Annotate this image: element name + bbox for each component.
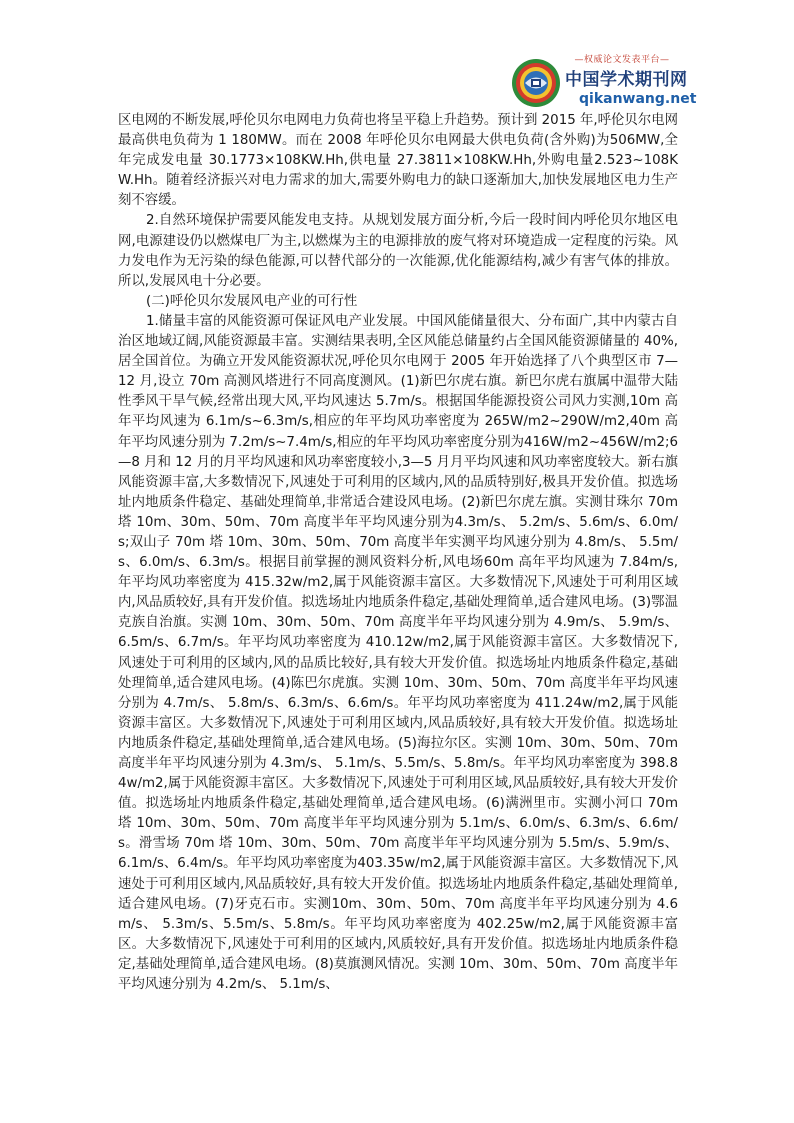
paragraph: 2.自然环境保护需要风能发电支持。从规划发展方面分析,今后一段时间内呼伦贝尔地区电网,电源建设仍以燃煤电厂为主,以燃煤为主的电源排放的废气将对环境造成一定程度的污染。风力发电作为无污染的绿色能源,可以替代部分的一次能源,优化能源结构,减少有害气体的排放。所以,发展风电十分必要。 bbox=[118, 213, 678, 289]
logo-domain: qikanwang.net bbox=[579, 91, 697, 107]
paragraph: 1.储量丰富的风能资源可保证风电产业发展。中国风能储量很大、分布面广,其中内蒙古自治区地域辽阔,风能资源最丰富。实测结果表明,全区风能总储量约占全国风能资源储量的 40%,居全国首位。为确立开发风能资源状况,呼伦贝尔电网于 2005 年开始选择了八个典型区市 7—12 月,设立 70m 高测风塔进行不同高度测风。(1)新巴尔虎右旗。新巴尔虎右旗属中温带大陆性季风干旱气候,经常出现大风,平均风速达 5.7m/s。根据国华能源投资公司风力实测,10m 高年平均风速为 6.1m/s~6.3m/s,相应的年平均风功率密度为 265W/m2~290W/m2,40m 高年平均风速分别为 7.2m/s~7.4m/s,相应的年平均风功率密度分别为416W/m2~456W/m2;6—8 月和 12 月的月平均风速和风功率密度较小,3—5 月月平均风速和风功率密度较大。新右旗风能资源丰富,大多数情况下,风速处于可利用的区域内,风的品质特别好,极具开发价值。拟选场址内地质条件稳定、基础处理简单,非常适合建设风电场。(2)新巴尔虎左旗。实测甘珠尔 70m 塔 10m、30m、50m、70m 高度半年平均风速分别为4.3m/s、 5.2m/s、5.6m/s、6.0m/s;双山子 70m 塔 10m、30m、50m、70m 高度半年实测平均风速分别为 4.8m/s、 5.5m/s、6.0m/s、6.3m/s。根据目前掌握的测风资料分析,风电场60m 高年平均风速为 7.84m/s,年平均风功率密度为 415.32w/m2,属于风能资源丰富区。大多数情况下,风速处于可利用区域内,风品质较好,具有开发价值。拟选场址内地质条件稳定,基础处理简单,适合建风电场。(3)鄂温克族自治旗。实测 10m、30m、50m、70m 高度半年平均风速分别为 4.9m/s、 5.9m/s、6.5m/s、6.7m/s。年平均风功率密度为 410.12w/m2,属于风能资源丰富区。大多数情况下,风速处于可利用的区域内,风的品质比较好,具有较大开发价值。拟选场址内地质条件稳定,基础处理简单,适合建风电场。(4)陈巴尔虎旗。实测 10m、30m、50m、70m 高度半年平均风速分别为 4.7m/s、 5.8m/s、6.3m/s、6.6m/s。年平均风功率密度为 411.24w/m2,属于风能资源丰富区。大多数情况下,风速处于可利用区域内,风品质较好,具有较大开发价值。拟选场址内地质条件稳定,基础处理简单,适合建风电场。(5)海拉尔区。实测 10m、30m、50m、70m 高度半年平均风速分别为 4.3m/s、 5.1m/s、5.5m/s、5.8m/s。年平均风功率密度为 398.84w/m2,属于风能资源丰富区。大多数情况下,风速处于可利用区域,风品质较好,具有较大开发价值。拟选场址内地质条件稳定,基础处理简单,适合建风电场。(6)满洲里市。实测小河口 70m 塔 10m、30m、50m、70m 高度半年平均风速分别为 5.1m/s、6.0m/s、6.3m/s、6.6m/s。滑雪场 70m 塔 10m、30m、50m、70m 高度半年平均风速分别为 5.5m/s、5.9m/s、6.1m/s、6.4m/s。年平均风功率密度为403.35w/m2,属于风能资源丰富区。大多数情况下,风速处于可利用区域内,风品质较好,具有较大开发价值。拟选场址内地质条件稳定,基础处理简单,适合建风电场。(7)牙克石市。实测10m、30m、50m、70m 高度半年平均风速分别为 4.6m/s、 5.3m/s、5.5m/s、5.8m/s。年平均风功率密度为 402.25w/m2,属于风能资源丰富区。大多数情况下,风速处于可利用的区域内,风质较好,具有开发价值。拟选场址内地质条件稳定,基础处理简单,适合建风电场。(8)莫旗测风情况。实测 10m、30m、50m、70m 高度半年平均风速分别为 4.2m/s、 5.1m/s、 bbox=[118, 313, 678, 993]
section-heading: (二)呼伦贝尔发展风电产业的可行性 bbox=[146, 293, 358, 309]
paragraph: 区电网的不断发展,呼伦贝尔电网电力负荷也将呈平稳上升趋势。预计到 2015 年,呼伦贝尔电网最高供电负荷为 1 180MW。而在 2008 年呼伦贝尔电网最大供电负荷(含外购)为506MW,全年完成发电量 30.1773×108KW.Hh,供电量 27.3811×108KW.Hh,外购电量2.523~108KW.Hh。随着经济振兴对电力需求的加大,需要外购电力的缺口逐渐加大,加快发展地区电力生产刻不容缓。 bbox=[118, 113, 678, 209]
logo-slogan: —权威论文发表平台— bbox=[574, 55, 670, 65]
site-logo[interactable] bbox=[507, 54, 697, 110]
logo-brand-name: 中国学术期刊网 bbox=[565, 70, 688, 90]
article-body bbox=[118, 111, 678, 995]
globe-emblem-icon bbox=[511, 58, 561, 108]
